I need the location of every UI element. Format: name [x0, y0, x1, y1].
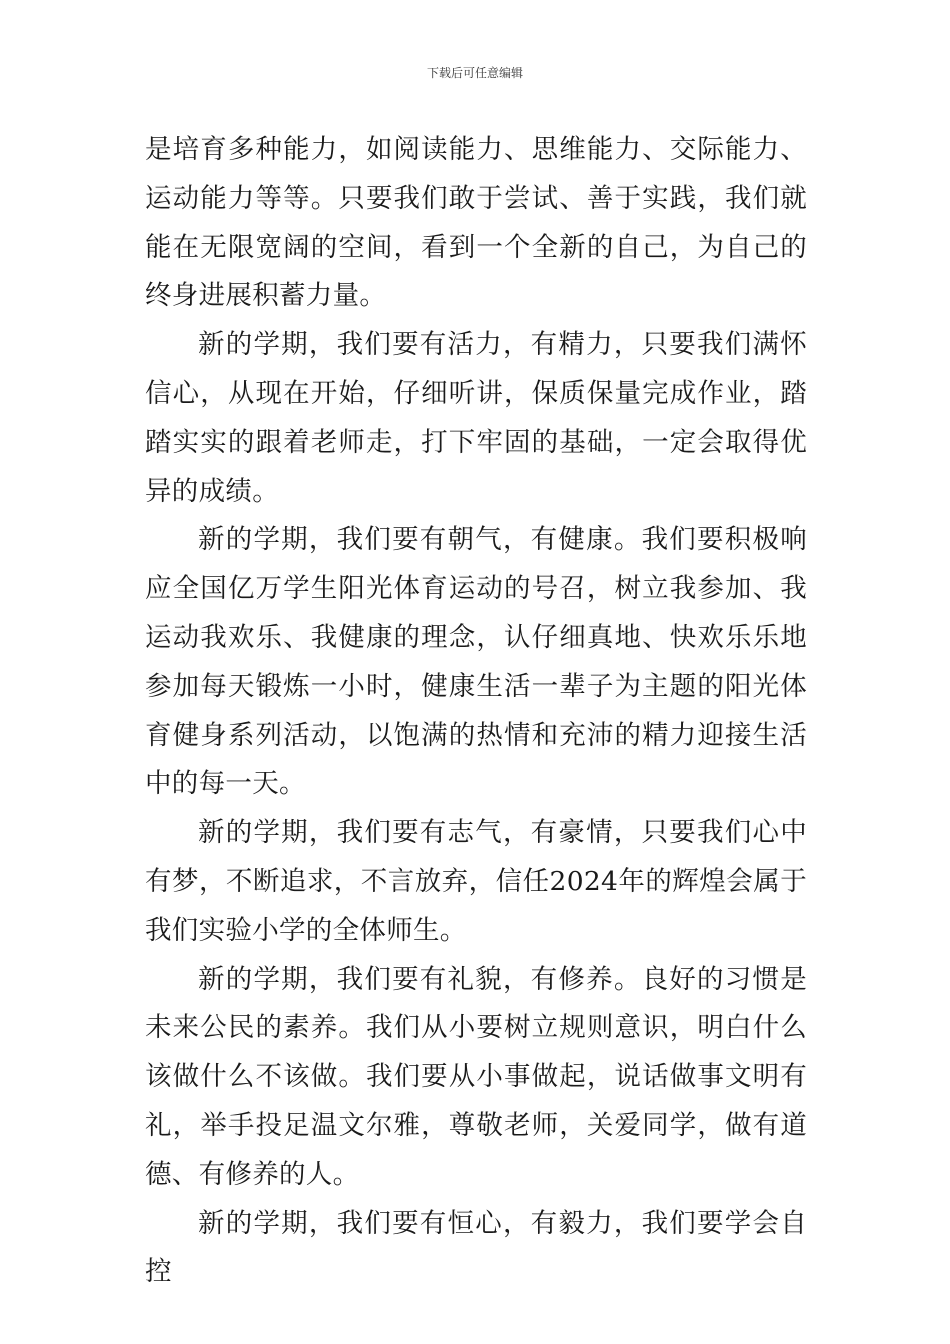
- document-body: [145, 126, 807, 1297]
- paragraph-2: 新的学期，我们要有活力，有精力，只要我们满怀信心，从现在开始，仔细听讲，保质保量完成作业，踏踏实实的跟着老师走，打下牢固的基础，一定会取得优异的成绩。: [145, 329, 807, 507]
- paragraph-6: 新的学期，我们要有恒心，有毅力，我们要学会自控: [145, 1207, 807, 1288]
- paragraph-3: 新的学期，我们要有朝气，有健康。我们要积极响应全国亿万学生阳光体育运动的号召，树立我参加、我运动我欢乐、我健康的理念，认仔细真地、快欢乐乐地参加每天锻炼一小时，健康生活一辈子为主题的阳光体育健身系列活动，以饱满的热情和充沛的精力迎接生活中的每一天。: [145, 524, 807, 800]
- paragraph-4: 新的学期，我们要有志气，有豪情，只要我们心中有梦，不断追求，不言放弃，信任2024年的辉煌会属于我们实验小学的全体师生。: [145, 817, 807, 946]
- paragraph-1: 是培育多种能力，如阅读能力、思维能力、交际能力、运动能力等等。只要我们敢于尝试、善于实践，我们就能在无限宽阔的空间，看到一个全新的自己，为自己的终身进展积蓄力量。: [145, 134, 807, 312]
- paragraph-5: 新的学期，我们要有礼貌，有修养。良好的习惯是未来公民的素养。我们从小要树立规则意识，明白什么该做什么不该做。我们要从小事做起，说话做事文明有礼，举手投足温文尔雅，尊敬老师，关爱同学，做有道德、有修养的人。: [145, 963, 807, 1190]
- header-note: 下载后可任意编辑: [426, 66, 523, 80]
